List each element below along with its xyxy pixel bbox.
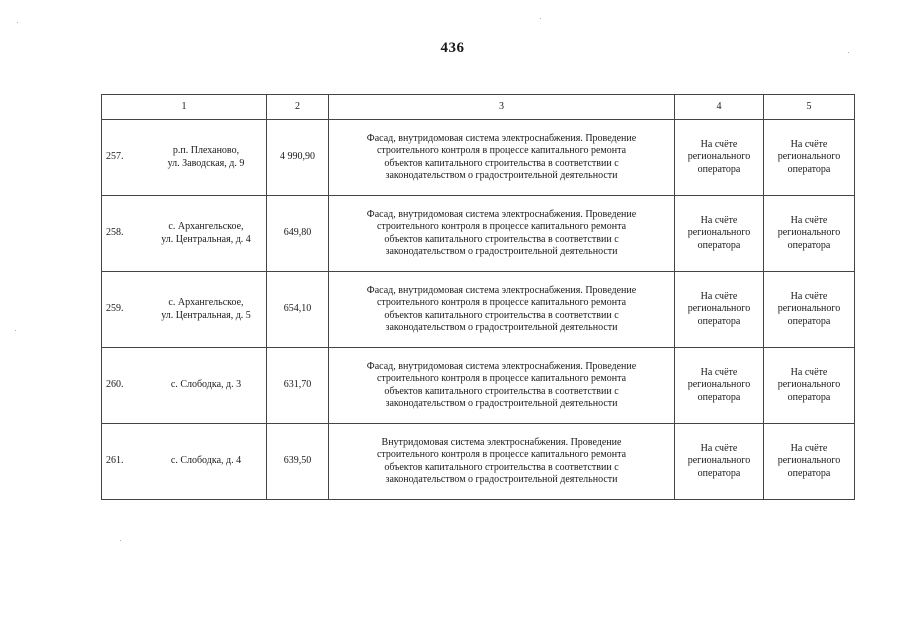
- works-line: законодательством о градостроительной деятельности: [385, 474, 618, 485]
- funding-line: регионального: [777, 151, 841, 163]
- works-line: Фасад, внутридомовая система электроснабжения. Проведение: [366, 132, 637, 144]
- column-header: 5: [764, 95, 855, 120]
- funding-line: регионального: [687, 455, 751, 467]
- works-line: законодательством о градостроительной деятельности: [385, 246, 618, 257]
- funding-cell-col4: [675, 348, 764, 424]
- scan-speck: [540, 18, 541, 19]
- funding-line: регионального: [687, 303, 751, 315]
- funding-line: На счёте: [790, 366, 828, 378]
- scan-speck: [120, 540, 121, 541]
- address: [150, 221, 266, 246]
- works-line: законодательством о градостроительной деятельности: [385, 398, 618, 409]
- funding-cell-col5: [764, 120, 855, 196]
- funding-line: На счёте: [700, 366, 738, 378]
- address-line: с. Архангельское,: [168, 297, 244, 308]
- works-line: объектов капитального строительства в соответствии с: [384, 461, 619, 473]
- funding-line: оператора: [697, 315, 741, 327]
- funding-cell-col4: [675, 272, 764, 348]
- table-row: [102, 120, 855, 196]
- column-header: 3: [329, 95, 675, 120]
- funding-line: оператора: [787, 163, 831, 175]
- area-cell: 4 990,90: [267, 120, 329, 196]
- works-line: законодательством о градостроительной деятельности: [385, 170, 618, 181]
- table-row: [102, 196, 855, 272]
- row-number: 257.: [106, 151, 124, 163]
- area-cell: 649,80: [267, 196, 329, 272]
- address-line: с. Архангельское,: [168, 221, 244, 232]
- table-body: [102, 120, 855, 500]
- area-cell: 654,10: [267, 272, 329, 348]
- funding-line: оператора: [697, 467, 741, 479]
- funding-line: На счёте: [700, 290, 738, 302]
- table-row: [102, 272, 855, 348]
- address-cell: [102, 348, 267, 424]
- funding-line: регионального: [687, 379, 751, 391]
- funding-line: На счёте: [790, 138, 828, 150]
- works-cell: [329, 348, 675, 424]
- address-cell: [102, 120, 267, 196]
- funding-cell-col4: [675, 196, 764, 272]
- works-cell: [329, 424, 675, 500]
- row-number: 260.: [106, 379, 124, 391]
- works-line: Фасад, внутридомовая система электроснабжения. Проведение: [366, 208, 637, 220]
- column-header: 2: [267, 95, 329, 120]
- funding-line: регионального: [687, 227, 751, 239]
- funding-line: На счёте: [790, 442, 828, 454]
- row-number: 259.: [106, 303, 124, 315]
- funding-cell-col5: [764, 424, 855, 500]
- page-number: 436: [440, 40, 465, 56]
- funding-line: На счёте: [700, 214, 738, 226]
- renovation-table: [101, 94, 855, 500]
- works-line: строительного контроля в процессе капитального ремонта: [376, 449, 627, 460]
- works-cell: [329, 272, 675, 348]
- area-cell: 639,50: [267, 424, 329, 500]
- works-cell: [329, 120, 675, 196]
- works-line: Внутридомовая система электроснабжения. Проведение: [381, 436, 622, 448]
- funding-line: оператора: [697, 239, 741, 251]
- address: [150, 145, 266, 170]
- funding-line: На счёте: [700, 442, 738, 454]
- table-row: [102, 424, 855, 500]
- works-line: объектов капитального строительства в соответствии с: [384, 309, 619, 321]
- address-line: ул. Заводская, д. 9: [167, 157, 245, 169]
- works-line: строительного контроля в процессе капитального ремонта: [376, 221, 627, 232]
- works-cell: [329, 196, 675, 272]
- address-line: с. Слободка, д. 3: [170, 379, 242, 391]
- address-line: с. Слободка, д. 4: [170, 455, 242, 467]
- address-line: ул. Центральная, д. 4: [161, 233, 251, 245]
- works-line: строительного контроля в процессе капитального ремонта: [376, 145, 627, 156]
- address-cell: [102, 272, 267, 348]
- scan-speck: [848, 52, 849, 53]
- works-line: Фасад, внутридомовая система электроснабжения. Проведение: [366, 284, 637, 296]
- funding-line: оператора: [787, 467, 831, 479]
- table-header-row: [102, 95, 855, 120]
- address-cell: [102, 196, 267, 272]
- scan-speck: [17, 22, 18, 23]
- works-line: объектов капитального строительства в соответствии с: [384, 385, 619, 397]
- funding-line: регионального: [777, 379, 841, 391]
- address: [150, 455, 266, 468]
- works-line: законодательством о градостроительной деятельности: [385, 322, 618, 333]
- works-line: строительного контроля в процессе капитального ремонта: [376, 297, 627, 308]
- funding-line: оператора: [787, 239, 831, 251]
- funding-cell-col5: [764, 196, 855, 272]
- address-line: р.п. Плеханово,: [172, 145, 240, 156]
- funding-line: На счёте: [790, 290, 828, 302]
- funding-line: оператора: [787, 315, 831, 327]
- funding-cell-col5: [764, 272, 855, 348]
- address: [150, 297, 266, 322]
- works-line: Фасад, внутридомовая система электроснабжения. Проведение: [366, 360, 637, 372]
- funding-line: оператора: [787, 391, 831, 403]
- address-cell: [102, 424, 267, 500]
- funding-line: регионального: [777, 303, 841, 315]
- table-row: [102, 348, 855, 424]
- works-line: объектов капитального строительства в соответствии с: [384, 157, 619, 169]
- funding-line: регионального: [777, 227, 841, 239]
- works-line: строительного контроля в процессе капитального ремонта: [376, 373, 627, 384]
- column-header: 4: [675, 95, 764, 120]
- funding-cell-col4: [675, 120, 764, 196]
- funding-line: оператора: [697, 163, 741, 175]
- column-header: 1: [102, 95, 267, 120]
- scan-speck: [15, 330, 16, 331]
- funding-cell-col4: [675, 424, 764, 500]
- funding-line: оператора: [697, 391, 741, 403]
- funding-line: регионального: [777, 455, 841, 467]
- row-number: 258.: [106, 227, 124, 239]
- funding-line: На счёте: [700, 138, 738, 150]
- works-line: объектов капитального строительства в соответствии с: [384, 233, 619, 245]
- row-number: 261.: [106, 455, 124, 467]
- address-line: ул. Центральная, д. 5: [161, 309, 251, 321]
- funding-line: регионального: [687, 151, 751, 163]
- funding-line: На счёте: [790, 214, 828, 226]
- address: [150, 379, 266, 392]
- area-cell: 631,70: [267, 348, 329, 424]
- funding-cell-col5: [764, 348, 855, 424]
